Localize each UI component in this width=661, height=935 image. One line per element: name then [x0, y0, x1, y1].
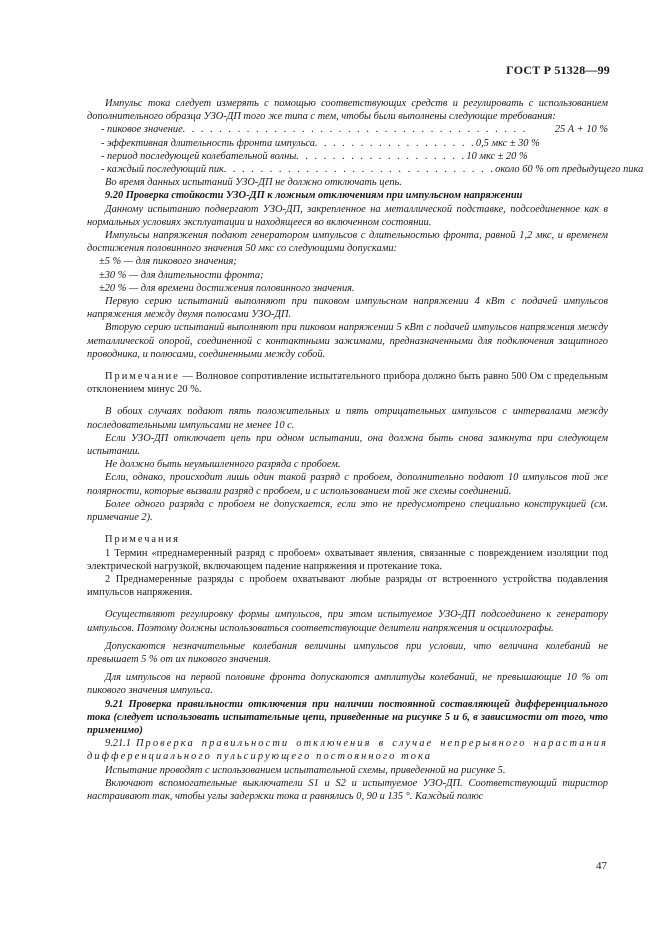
- leader-dots: . . . . . . . . . . . . . . . . . . . . . . . . . . . . . . . . . . . . . .: [182, 124, 528, 136]
- tolerance-half-value: ±20 % — для времени достижения половинного значения.: [99, 282, 355, 294]
- paragraph-test-scheme: Испытание проводят с использованием испытательной схемы, приведенной на рисунке 5.: [105, 764, 506, 776]
- requirement-value: около 60 % от предыдущего пика: [495, 164, 644, 176]
- requirement-label: - каждый последующий пик: [101, 164, 224, 176]
- page-body: [87, 97, 644, 803]
- paragraph-second-series: Вторую серию испытаний выполняют при пиковом напряжении 5 кВт с подачей импульсов напряжения между металлической опорой, соединенной с контактными зажимами, предназначенными для подключения защитного проводника, и полюсами, соединенными между собой.: [87, 322, 608, 360]
- requirement-label: - эффективная длительность фронта импульса: [101, 137, 315, 149]
- leader-dots: . . . . . . . . . . . . . . . . . . . . . . . . . . . . . .: [223, 164, 496, 176]
- paragraph-no-discharge: Не должно быть неумышленного разряда с пробоем.: [105, 459, 341, 471]
- tolerance-peak: ±5 % — для пикового значения;: [99, 256, 237, 268]
- section-number: 9.21.1: [105, 738, 136, 750]
- paragraph-no-trip: Во время данных испытаний УЗО-ДП не должно отключать цепь.: [105, 177, 402, 189]
- paragraph-extra-impulses: Если, однако, происходит лишь один такой разряд с пробоем, дополнительно подают 10 импульсов той же полярности, которые вызвали разряд с пробоем, и с использованием той же схемы соединений.: [87, 472, 608, 497]
- note-heading: Примечание: [105, 371, 180, 383]
- section-9-21-1-title: [87, 737, 608, 763]
- paragraph-oscillations: Допускаются незначительные колебания величины импульсов при условии, что величина колебаний не превышает 5 % от их пикового значения.: [87, 640, 608, 665]
- requirement-label: - период последующей колебательной волны: [101, 150, 297, 162]
- leader-dots: . . . . . . . . . . . . . . . . . . .: [296, 150, 467, 162]
- requirement-wave-period: [87, 150, 608, 163]
- requirement-value: 25 А + 10 %: [554, 124, 608, 136]
- requirement-front-duration: [87, 137, 608, 150]
- requirement-value: 0,5 мкс ± 30 %: [475, 137, 540, 149]
- paragraph-reclose: Если УЗО-ДП отключает цепь при одном испытании, она должна быть снова замкнута при следующем испытании.: [87, 432, 608, 458]
- paragraph-mounting: Данному испытанию подвергают УЗО-ДП, закрепленное на металлической подставке, подсоединенное как в нормальных условиях эксплуатации и находящееся во включенном состоянии.: [87, 203, 608, 228]
- paragraph-first-series: Первую серию испытаний выполняют при пиковом импульсном напряжении 4 кВт с подачей импульсов напряжения между двумя полюсами УЗО-ДП.: [87, 296, 608, 321]
- requirement-value: 10 мкс ± 20 %: [466, 150, 528, 162]
- requirement-peak: [87, 123, 608, 136]
- tolerance-front: ±30 % — для длительности фронта;: [99, 269, 264, 281]
- note-item-1: 1 Термин «преднамеренный разряд с пробоем» охватывает явления, связанные с повреждением изоляции под электрической нагрузкой, включающем падение напряжения и протекание тока.: [87, 547, 608, 572]
- page-number: 47: [596, 860, 607, 872]
- doc-code-header: ГОСТ Р 51328—99: [506, 63, 610, 77]
- paragraph-shape-adjust: Осуществляют регулировку формы импульсов, при этом испытуемое УЗО-ДП подсоединено к генератору импульсов. Поэтому должны использоваться соответствующие делители напряжения и осциллографы.: [87, 609, 608, 634]
- requirement-next-peak: [87, 163, 644, 176]
- section-9-21-title: 9.21 Проверка правильности отключения при наличии постоянной составляющей дифференциального тока (следует использовать испытательные цепи, приведенные на рисунке 5 и 6, в зависимости от того, что применимо): [87, 698, 608, 736]
- note-text: — Волновое сопротивление испытательного прибора должно быть равно 500 Ом с предельным отклонением минус 20 %.: [87, 371, 608, 396]
- requirement-label: - пиковое значение: [101, 124, 183, 136]
- leader-dots: . . . . . . . . . . . . . . . . . .: [314, 137, 476, 149]
- paragraph-generator: Импульсы напряжения подают генератором импульсов с длительностью фронта, равной 1,2 мкс, и временем достижения половинного значения 50 мкс со следующими допусками:: [87, 230, 608, 255]
- note-item-2: 2 Преднамеренные разряды с пробоем охватывают любые разряды от встроенного устройства подавления импульсов напряжения.: [87, 573, 608, 599]
- paragraph-impulse-measure: Импульс тока следует измерять с помощью соответствующих средств и регулировать с использованием дополнительного образца УЗО-ДП того же типа с тем, чтобы были выполнены следующие требования:: [87, 98, 608, 123]
- paragraph-switches: Включают вспомогательные выключатели S1 и S2 и испытуемое УЗО-ДП. Соответствующий тиристор настраивают так, чтобы углы задержки тока α равнялись 0, 90 и 135 °. Каждый полюс: [87, 777, 608, 802]
- paragraph-first-half-front: Для импульсов на первой половине фронта допускаются амплитуды колебаний, не превышающие 10 % от пикового значения импульса.: [87, 672, 608, 697]
- note-wave-impedance: [87, 370, 608, 396]
- paragraph-both-cases: В обоих случаях подают пять положительных и пять отрицательных импульсов с интервалами между последовательными импульсами не менее 10 с.: [87, 406, 608, 431]
- notes-heading: Примечания: [105, 534, 180, 546]
- section-9-20-title: 9.20 Проверка стойкости УЗО-ДП к ложным отключениям при импульсном напряжении: [105, 190, 523, 202]
- section-heading: Проверка правильности отключения в случае непрерывного нарастания дифференциального пульсирующего постоянного тока: [87, 738, 608, 763]
- paragraph-more-than-one: Более одного разряда с пробоем не допускается, если это не предусмотрено специально конструкцией (см. примечание 2).: [87, 498, 608, 524]
